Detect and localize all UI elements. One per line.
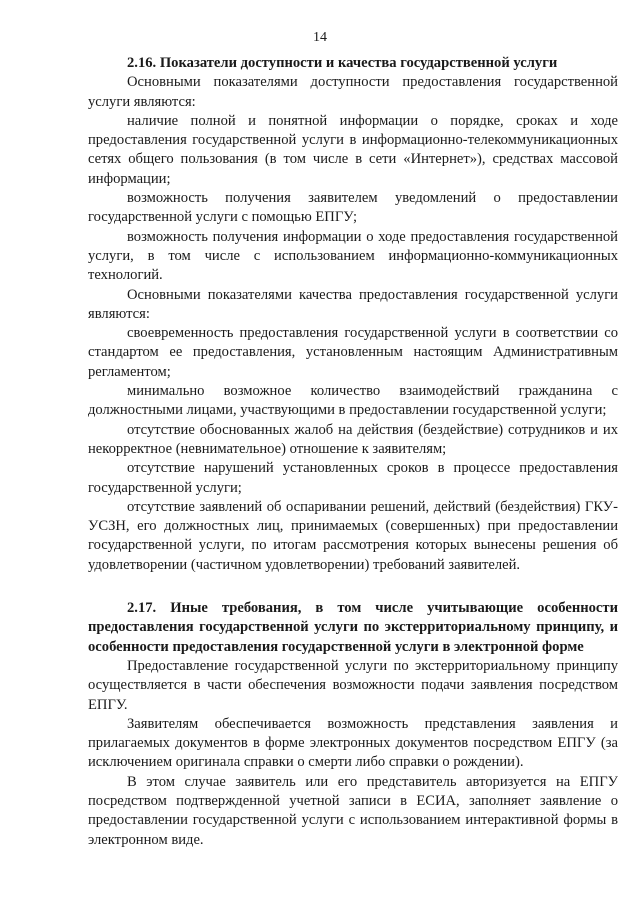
section-2-16-paragraph: отсутствие заявлений об оспаривании решений, действий (бездействия) ГКУ-УСЗН, его должностных лиц, принимаемых (совершенных) при предоставлении государственной услуги, по итогам рассмотрения которых вынесены решения об удовлетворении (частичном удовлетворении) требований заявителей. [88,498,618,573]
section-2-16-paragraph: отсутствие обоснованных жалоб на действия (бездействие) сотрудников и их некорректное (невнимательное) отношение к заявителям; [88,421,618,457]
section-2-16-paragraph: возможность получения информации о ходе предоставления государственной услуги, в том числе с использованием информационно-коммуникационных технологий. [88,228,618,284]
section-2-16-paragraph: наличие полной и понятной информации о порядке, сроках и ходе предоставления государственной услуги в информационно-телекоммуникационных сетях общего пользования (в том числе в сети «Интернет»), средствах массовой информации; [88,112,618,187]
section-2-17-paragraph: В этом случае заявитель или его представитель авторизуется на ЕПГУ посредством подтвержденной учетной записи в ЕСИА, заполняет заявление о предоставлении государственной услуги с использованием интерактивной формы в электронном виде. [88,773,618,848]
section-2-16-paragraph: отсутствие нарушений установленных сроков в процессе предоставления государственной услуги; [88,460,618,496]
section-2-16-heading: 2.16. Показатели доступности и качества государственной услуги [127,55,558,71]
section-2-16-paragraph: минимально возможное количество взаимодействий гражданина с должностными лицами, участвующими в предоставлении государственной услуги; [88,383,618,419]
section-2-17-paragraph: Заявителям обеспечивается возможность представления заявления и прилагаемых документов в форме электронных документов посредством ЕПГУ (за исключением оригинала справки о смерти либо справки о рождении). [88,715,618,771]
section-2-17-heading: 2.17. Иные требования, в том числе учитывающие особенности предоставления государственной услуги по экстерриториальному принципу, и особенности предоставления государственной услуги в электронной форме [88,600,618,655]
section-2-16-paragraph: Основными показателями доступности предоставления государственной услуги являются: [88,74,618,110]
section-2-17-paragraph: Предоставление государственной услуги по экстерриториальному принципу осуществляется в части обеспечения возможности подачи заявления посредством ЕПГУ. [88,657,618,713]
document-body [88,54,618,850]
section-2-16-paragraph: возможность получения заявителем уведомлений о предоставлении государственной услуги с помощью ЕПГУ; [88,190,618,226]
section-2-16-paragraph: Основными показателями качества предоставления государственной услуги являются: [88,286,618,322]
page-number: 14 [313,30,327,45]
section-2-16-paragraph: своевременность предоставления государственной услуги в соответствии со стандартом ее предоставления, установленным настоящим Административным регламентом; [88,325,618,380]
